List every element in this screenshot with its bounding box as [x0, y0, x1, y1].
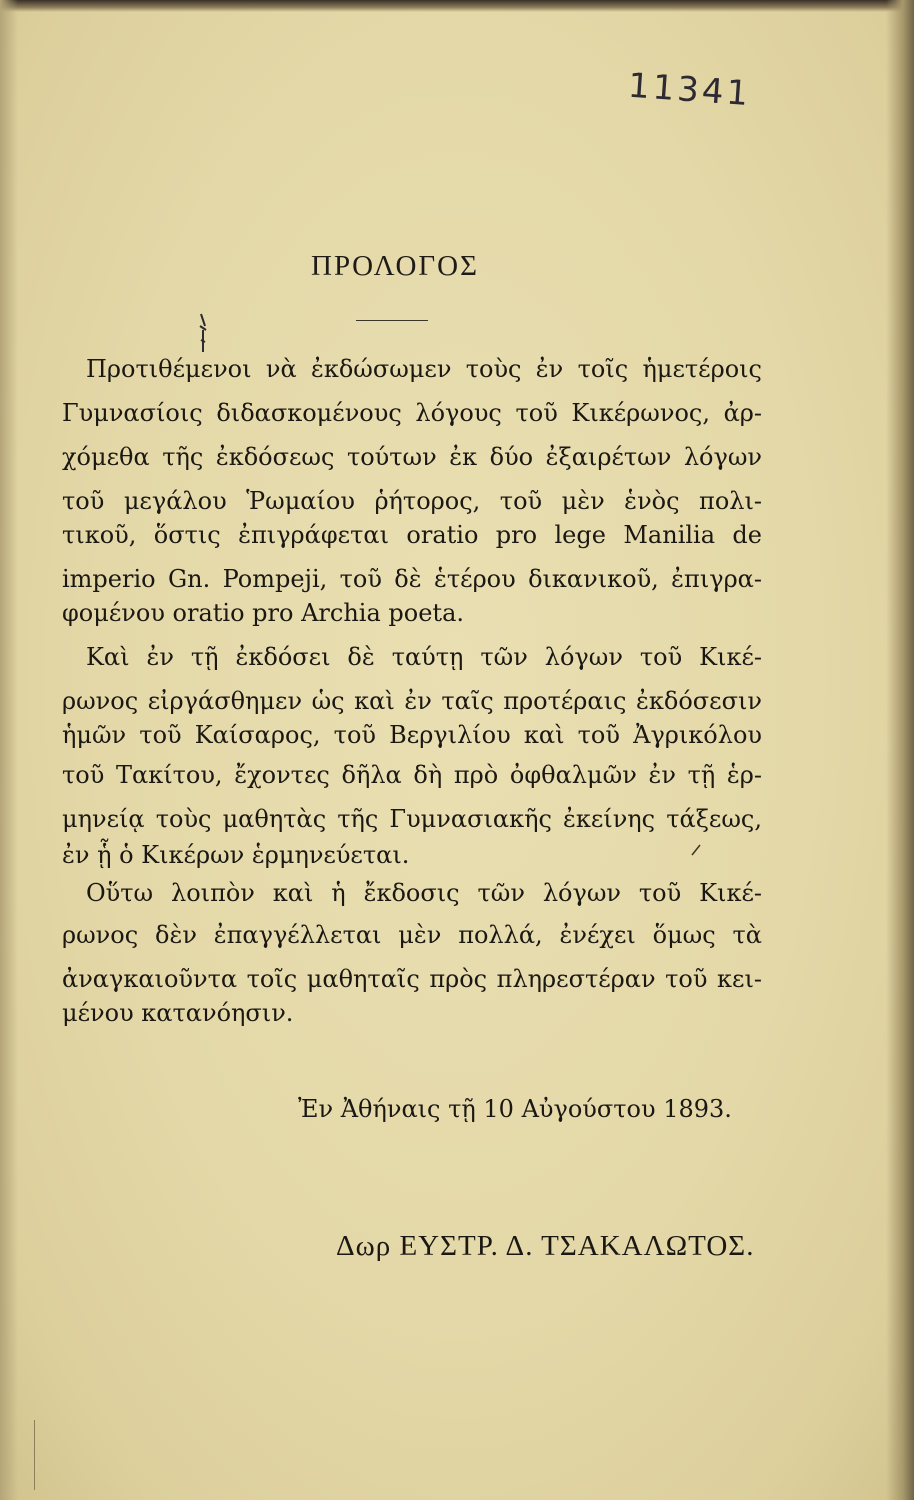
paragraph-2-line-1: Καὶ ἐν τῇ ἐκδόσει δὲ ταύτῃ τῶν λόγων τοῦ Κικέ- — [86, 643, 762, 671]
title-rule-divider — [356, 320, 428, 321]
paragraph-1-line-6: imperio Gn. Pompeji, τοῦ δὲ ἑτέρου δικανικοῦ, ἐπιγρα- — [62, 565, 762, 593]
paragraph-3-line-3: ἀναγκαιοῦντα τοῖς μαθηταῖς πρὸς πληρεστέραν τοῦ κει- — [62, 965, 762, 993]
paragraph-1-line-3: χόμεθα τῆς ἐκδόσεως τούτων ἐκ δύο ἐξαιρέτων λόγων — [62, 443, 762, 471]
pencil-tick-icon — [690, 843, 702, 857]
paragraph-1-line-5: τικοῦ, ὅστις ἐπιγράφεται oratio pro lege Manilia de — [62, 521, 762, 549]
paragraph-3-line-4: μένου κατανόησιν. — [62, 999, 294, 1027]
paragraph-2-line-6: ἐν ᾗ ὁ Κικέρων ἑρμηνεύεται. — [62, 841, 410, 869]
page-title: ΠΡΟΛΟΓΟΣ — [311, 250, 479, 282]
page-top-edge — [0, 0, 914, 12]
paragraph-1-line-4: τοῦ μεγάλου Ῥωμαίου ῥήτορος, τοῦ μὲν ἑνὸς πολι- — [62, 487, 762, 515]
page-left-edge — [0, 0, 18, 1500]
paragraph-2-line-2: ρωνος εἰργάσθημεν ὡς καὶ ἐν ταῖς προτέραις ἐκδόσεσιν — [62, 687, 762, 715]
page-right-edge — [886, 0, 914, 1500]
handwritten-catalog-number: 11341 — [626, 65, 753, 115]
paragraph-1-line-1: Προτιθέμενοι νὰ ἐκδώσωμεν τοὺς ἐν τοῖς ἡμετέροις — [86, 355, 762, 383]
paragraph-3-line-2: ρωνος δὲν ἐπαγγέλλεται μὲν πολλά, ἐνέχει ὅμως τὰ — [62, 921, 762, 949]
paragraph-3-line-1: Οὕτω λοιπὸν καὶ ἡ ἔκδοσις τῶν λόγων τοῦ Κικέ- — [86, 879, 762, 907]
paragraph-2-line-4: τοῦ Τακίτου, ἔχοντες δῆλα δὴ πρὸ ὀφθαλμῶν ἐν τῇ ἑρ- — [62, 761, 762, 789]
paragraph-1-line-2: Γυμνασίοις διδασκομένους λόγους τοῦ Κικέρωνος, ἀρ- — [62, 399, 762, 427]
author-signature: Δωρ ΕΥΣΤΡ. Δ. ΤΣΑΚΑΛΩΤΟΣ. — [336, 1230, 755, 1262]
paragraph-1-line-7: φομένου oratio pro Archia poeta. — [62, 599, 464, 627]
place-and-date: Ἐν Ἀθήναις τῇ 10 Αὐγούστου 1893. — [298, 1095, 732, 1123]
page-crease-line — [34, 1420, 35, 1490]
pencil-mark-icon — [198, 312, 208, 356]
paragraph-2-line-3: ἡμῶν τοῦ Καίσαρος, τοῦ Βεργιλίου καὶ τοῦ Ἀγρικόλου — [62, 721, 762, 749]
paragraph-2-line-5: μηνείᾳ τοὺς μαθητὰς τῆς Γυμνασιακῆς ἐκείνης τάξεως, — [62, 805, 762, 833]
